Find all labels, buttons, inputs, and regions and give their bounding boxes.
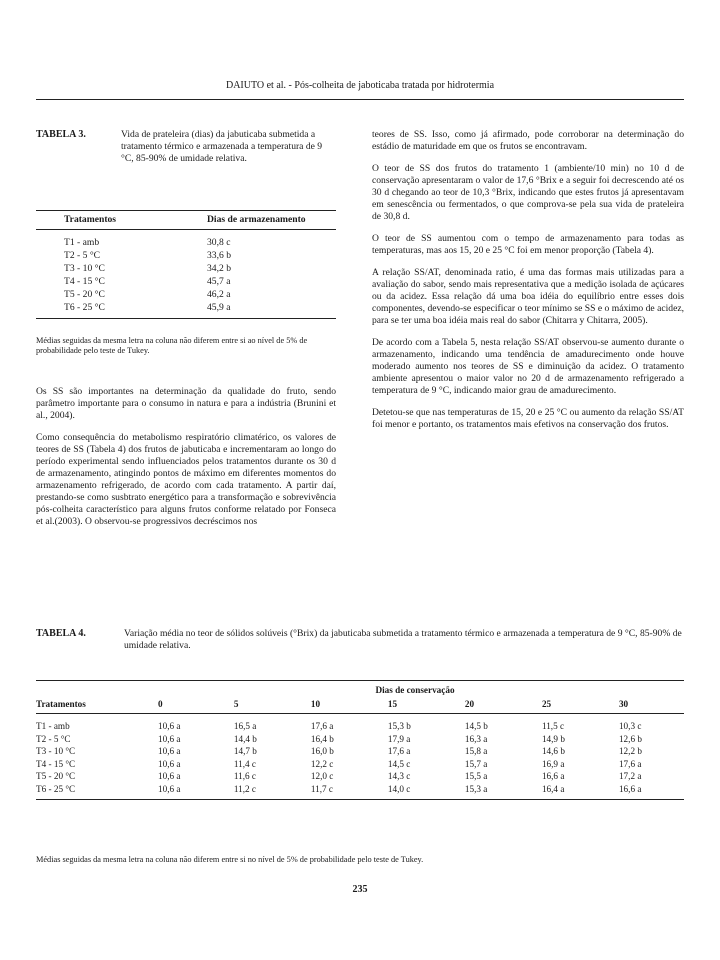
table4-group-spacer <box>36 681 146 698</box>
table4-value-cell: 15,7 a <box>464 758 488 769</box>
table4-treatment-cell: T3 - 10 °C <box>36 746 76 756</box>
table3-cell: T2 - 5 °C <box>64 250 101 261</box>
table4-value-cell: 14,5 c <box>387 758 411 769</box>
table-row <box>36 230 336 250</box>
table-row <box>36 770 684 783</box>
table3-cell: T3 - 10 °C <box>64 263 105 274</box>
table4-value-cell: 15,5 a <box>464 771 488 781</box>
table4-treatment-cell: T1 - amb <box>36 721 70 731</box>
table4-footnote: Médias seguidas da mesma letra na coluna não diferem entre si no nível de 5% de probabilidade pelo teste de Tukey. <box>36 855 424 864</box>
table3 <box>36 210 336 319</box>
paragraph: Como consequência do metabolismo respiratório climatérico, os valores de teores de SS (Tabela 4) dos frutos de jabuticaba e incrementaram ao longo do período experimental sendo influenciados pelos tratamentos durante os 30 d de armazenamento, atingindo pontos de máximo em diferentes momentos do armazenamento refrigerado, de acordo com cada tratamento. A partir daí, prestando-se como susbtrato energético para a transformação e sobrevivência pós-colheita característico para alguns frutos conforme relatado por Fonseca et al.(2003). O observou-se progressivos decréscimos nos <box>36 432 336 527</box>
table4-treatment-cell: T2 - 5 °C <box>36 733 71 744</box>
paragraph: teores de SS. Isso, como já afirmado, pode corroborar na determinação do estádio de maturidade em que os frutos se encontravam. <box>372 129 684 152</box>
table-row <box>36 249 336 262</box>
table-row <box>36 275 336 288</box>
table4-header-day: 10 <box>299 697 376 714</box>
table4-value-cell: 14,6 b <box>541 746 565 756</box>
header-rule <box>36 99 684 100</box>
table4-header-day: 15 <box>376 697 453 714</box>
table4 <box>36 680 684 800</box>
table3-cell: 45,7 a <box>207 276 231 287</box>
table-row <box>36 288 336 301</box>
right-column-text <box>372 129 684 441</box>
table3-cell: 46,2 a <box>207 289 231 300</box>
table4-value-cell: 14,0 c <box>376 783 453 800</box>
table4-value-cell: 16,6 a <box>607 783 684 800</box>
paragraph: O teor de SS dos frutos do tratamento 1 (ambiente/10 min) no 10 d de conservação apresentaram o valor de 17,6 °Brix e a seguir foi decrescendo até os 30 d chegando ao teor de 10,3 °Brix, indicando que estes frutos já apresentavam em senescência ou fermentados, o que comprova-se pela sua vida de prateleira de 30,8 d. <box>372 163 684 222</box>
table4-header-day: 0 <box>146 697 222 714</box>
table4-value-cell: 11,7 c <box>299 783 376 800</box>
table4-value-cell: 16,4 b <box>310 733 334 744</box>
table4-value-cell: 15,3 b <box>387 721 411 731</box>
table4-value-cell: 11,5 c <box>541 721 565 731</box>
table4-group-header: Dias de conservação <box>146 681 684 698</box>
table4-header-tratamentos: Tratamentos <box>36 697 146 714</box>
table3-caption-text: Vida de prateleira (dias) da jabuticaba submetida a tratamento térmico e armazenada a temperatura de 9 °C, 85-90% de umidade relativa. <box>121 129 323 164</box>
table4-caption-text: Variação média no teor de sólidos solúveis (°Brix) da jabuticaba submetida a tratamento térmico e armazenada a temperatura de 9 °C, 85-90% de umidade relativa. <box>124 628 682 651</box>
paragraph: A relação SS/AT, denominada ratio, é uma das formas mais utilizadas para a avaliação do sabor, sendo mais representativa que a medição isolada de açúcares ou da acidez. Essa relação dá uma boa idéia do equilíbrio entre esses dois componentes, devendo-se especificar o teor mínimo se SS e o máximo de acidez, para se ter uma boa idéia mais real do sabor (Chitarra y Chitarra, 2005). <box>372 267 684 326</box>
table3-footnote: Médias seguidas da mesma letra na coluna não diferem entre si ao nível de 5% de probabilidade pelo teste de Tukey. <box>36 336 308 355</box>
table3-header-tratamentos: Tratamentos <box>36 211 207 230</box>
table4-value-cell: 16,9 a <box>541 758 565 769</box>
paragraph: Detetou-se que nas temperaturas de 15, 20 e 25 °C ou aumento da relação SS/AT foi menor e portanto, os tratamentos mais efetivos na conservação dos frutos. <box>372 407 684 430</box>
paragraph: O teor de SS aumentou com o tempo de armazenamento para todas as temperaturas, mas aos 15, 20 e 25 °C foi em menor proporção (Tabela 4). <box>372 233 684 256</box>
table4-header-day: 25 <box>530 697 607 714</box>
table-row <box>36 262 336 275</box>
table4-value-cell: 10,6 a <box>158 771 181 781</box>
table4-value-cell: 16,0 b <box>310 746 334 756</box>
table4-value-cell: 11,2 c <box>222 783 299 800</box>
table4-value-cell: 10,6 a <box>158 721 181 731</box>
table4-value-cell: 12,6 b <box>618 733 642 744</box>
table-row <box>36 745 684 758</box>
table4-header-day: 20 <box>453 697 530 714</box>
table4-treatment-cell: T5 - 20 °C <box>36 771 76 781</box>
table4-value-cell: 16,5 a <box>233 721 257 731</box>
table3-cell: 30,8 c <box>207 237 231 248</box>
table4-value-cell: 15,3 a <box>453 783 530 800</box>
table4-value-cell: 17,6 a <box>387 746 411 756</box>
table3-cell: 45,9 a <box>207 301 336 319</box>
table3-caption <box>36 129 336 165</box>
table4-treatment-cell: T4 - 15 °C <box>36 758 76 769</box>
table4-value-cell: 16,3 a <box>464 733 488 744</box>
table4-value-cell: 10,6 a <box>146 783 222 800</box>
table-row <box>36 714 684 733</box>
table4-value-cell: 12,2 b <box>618 746 642 756</box>
table4-value-cell: 12,2 c <box>310 758 334 769</box>
table4-value-cell: 14,4 b <box>233 733 257 744</box>
paragraph: De acordo com a Tabela 5, nesta relação SS/AT observou-se aumento durante o armazenamento, indicando uma tendência de amadurecimento onde houve moderado aumento nos teores de SS e diminuição da acidez. O tratamento ambiente apresentou o maior valor no 20 d de armazenamento refrigerado a temperatura de 9 °C, indicando maior grau de amadurecimento. <box>372 337 684 396</box>
table4-treatment-cell: T6 - 25 °C <box>36 783 146 800</box>
paragraph: Os SS são importantes na determinação da qualidade do fruto, sendo parâmetro importante para o consumo in natura e para a indústria (Brunini et al., 2004). <box>36 386 336 421</box>
table4-value-cell: 10,6 a <box>158 733 181 744</box>
page-number: 235 <box>352 884 368 895</box>
table4-value-cell: 16,6 a <box>541 771 565 781</box>
table4-value-cell: 10,6 a <box>158 758 181 769</box>
table4-value-cell: 14,5 b <box>464 721 488 731</box>
table4-value-cell: 10,6 a <box>158 746 181 756</box>
left-column-text <box>36 386 336 538</box>
table3-cell: T1 - amb <box>64 237 100 248</box>
table4-value-cell: 14,9 b <box>541 733 565 744</box>
table4-label: TABELA 4. <box>36 628 86 639</box>
table4-caption <box>36 628 684 652</box>
table4-header-day: 5 <box>222 697 299 714</box>
table4-value-cell: 17,9 a <box>387 733 411 744</box>
table4-value-cell: 11,4 c <box>233 758 256 769</box>
table3-cell: T5 - 20 °C <box>64 289 105 300</box>
table3-label: TABELA 3. <box>36 129 86 140</box>
table4-value-cell: 16,4 a <box>530 783 607 800</box>
table4-header-day: 30 <box>607 697 684 714</box>
table3-cell: 33,6 b <box>207 250 231 261</box>
table3-header-dias: Dias de armazenamento <box>207 211 336 230</box>
table4-value-cell: 17,6 a <box>310 721 334 731</box>
table4-value-cell: 10,3 c <box>618 721 642 731</box>
table3-cell: 34,2 b <box>207 263 231 274</box>
running-head: DAIUTO et al. - Pós-colheita de jaboticaba tratada por hidrotermia <box>225 80 495 91</box>
table-row <box>36 758 684 771</box>
table4-value-cell: 17,2 a <box>618 771 642 781</box>
table-row <box>36 783 684 800</box>
table4-value-cell: 11,6 c <box>233 771 256 781</box>
table4-value-cell: 17,6 a <box>618 758 642 769</box>
table3-cell: T4 - 15 °C <box>64 276 105 287</box>
table3-cell: T6 - 25 °C <box>36 301 207 319</box>
table4-value-cell: 14,3 c <box>387 771 411 781</box>
table4-value-cell: 12,0 c <box>310 771 334 781</box>
table-row <box>36 733 684 746</box>
table-row <box>36 301 336 319</box>
table4-value-cell: 14,7 b <box>233 746 257 756</box>
table4-value-cell: 15,8 a <box>464 746 488 756</box>
